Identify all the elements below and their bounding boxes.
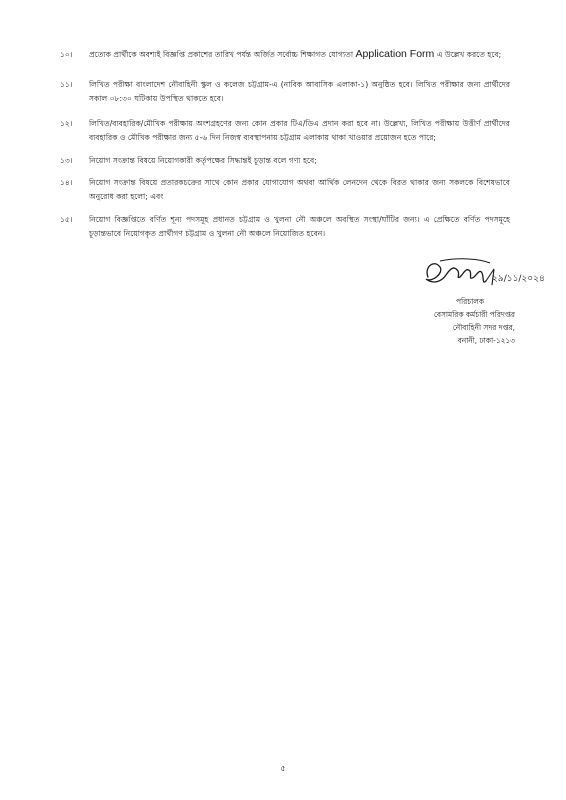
- signature-date: ২৯/১১/২০২৪: [492, 274, 545, 284]
- item-number: ১৩।: [60, 156, 73, 165]
- signatory-line-3: বনানী, ঢাকা-১২১৩: [457, 336, 515, 345]
- item-text-before: প্রত্যেক প্রার্থীকে অবশ্যই বিজ্ঞপ্তি প্রকাশের তারিখ পর্যন্ত অর্জিত সর্বোচ্চ শিক্ষাগত যোগ্যতা: [89, 50, 354, 59]
- list-item: [60, 176, 510, 203]
- signatory-block: [395, 295, 515, 347]
- item-number: ১২।: [60, 119, 73, 128]
- item-text-latin: Application Form: [355, 48, 435, 60]
- item-text-after: এ উল্লেখ করতে হবে;: [436, 50, 502, 59]
- list-item: [60, 117, 510, 144]
- list-item: [60, 48, 510, 62]
- item-text: নিয়োগ সংক্রান্ত বিষয়ে প্রতারকচক্রের সাথে কোন প্রকার যোগাযোগ অথবা আর্থিক লেনদেন থেকে বিরত থাকার জন্য সকলকে বিশেষভাবে অনুরোধ করা হলো; এবং: [89, 178, 510, 201]
- item-text: লিখিত/ব্যবহারিক/মৌখিক পরীক্ষায় অংশগ্রহণের জন্য কোন প্রকার টিএ/ডিএ প্রদান করা হবে না। উল্লেখ্য, লিখিত পরীক্ষায় উত্তীর্ণ প্রার্থীদের ব্যবহারিক ও মৌখিক পরীক্ষার জন্য ৫-৬ দিন নিজস্ব ব্যবস্থাপনায় চট্টগ্রাম এলাকায় থাকা খাওয়ার প্রয়োজন হতে পারে;: [89, 119, 510, 142]
- handwritten-signature: [420, 255, 545, 295]
- list-item: [60, 78, 510, 105]
- item-text: নিয়োগ সংক্রান্ত বিষয়ে নিয়োগকারী কর্তৃপক্ষের সিদ্ধান্তই চূড়ান্ত বলে গণ্য হবে;: [89, 156, 317, 165]
- item-number: ১০।: [60, 50, 73, 59]
- item-text: [89, 48, 510, 62]
- item-number: ১৫।: [60, 215, 73, 224]
- list-item: [60, 213, 510, 240]
- signatory-title: পরিচালক: [455, 297, 484, 306]
- item-text: লিখিত পরীক্ষা বাংলাদেশ নৌবাহিনী স্কুল ও কলেজ চট্টগ্রাম-এ (নাবিক আবাসিক এলাকা-১) অনুষ্ঠিত হবে। লিখিত পরীক্ষার জন্য প্রার্থীদের সকাল ০৮:৩০ ঘটিকায় উপস্থিত থাকতে হবে।: [89, 80, 510, 103]
- item-number: ১১।: [60, 80, 73, 89]
- list-item: [60, 154, 510, 168]
- page-number: ৫: [280, 764, 286, 773]
- signatory-line-2: নৌবাহিনী সদর দপ্তর,: [452, 323, 515, 332]
- signatory-line-1: বেসামরিক কর্মচারী পরিদপ্তর: [433, 310, 515, 319]
- item-number: ১৪।: [60, 178, 73, 187]
- item-text: নিয়োগ বিজ্ঞপ্তিতে বর্ণিত শূন্য পদসমূহ প্রধানত চট্টগ্রাম ও খুলনা নৌ অঞ্চলে অবস্থিত সংস্থা/ঘাঁটির জন্য। এ প্রেক্ষিতে বর্ণিত পদসমূহে চূড়ান্তভাবে নিয়োগকৃত প্রার্থীগণ চট্টগ্রাম ও খুলনা নৌ অঞ্চলে নিয়োজিত হবেন।: [89, 215, 510, 238]
